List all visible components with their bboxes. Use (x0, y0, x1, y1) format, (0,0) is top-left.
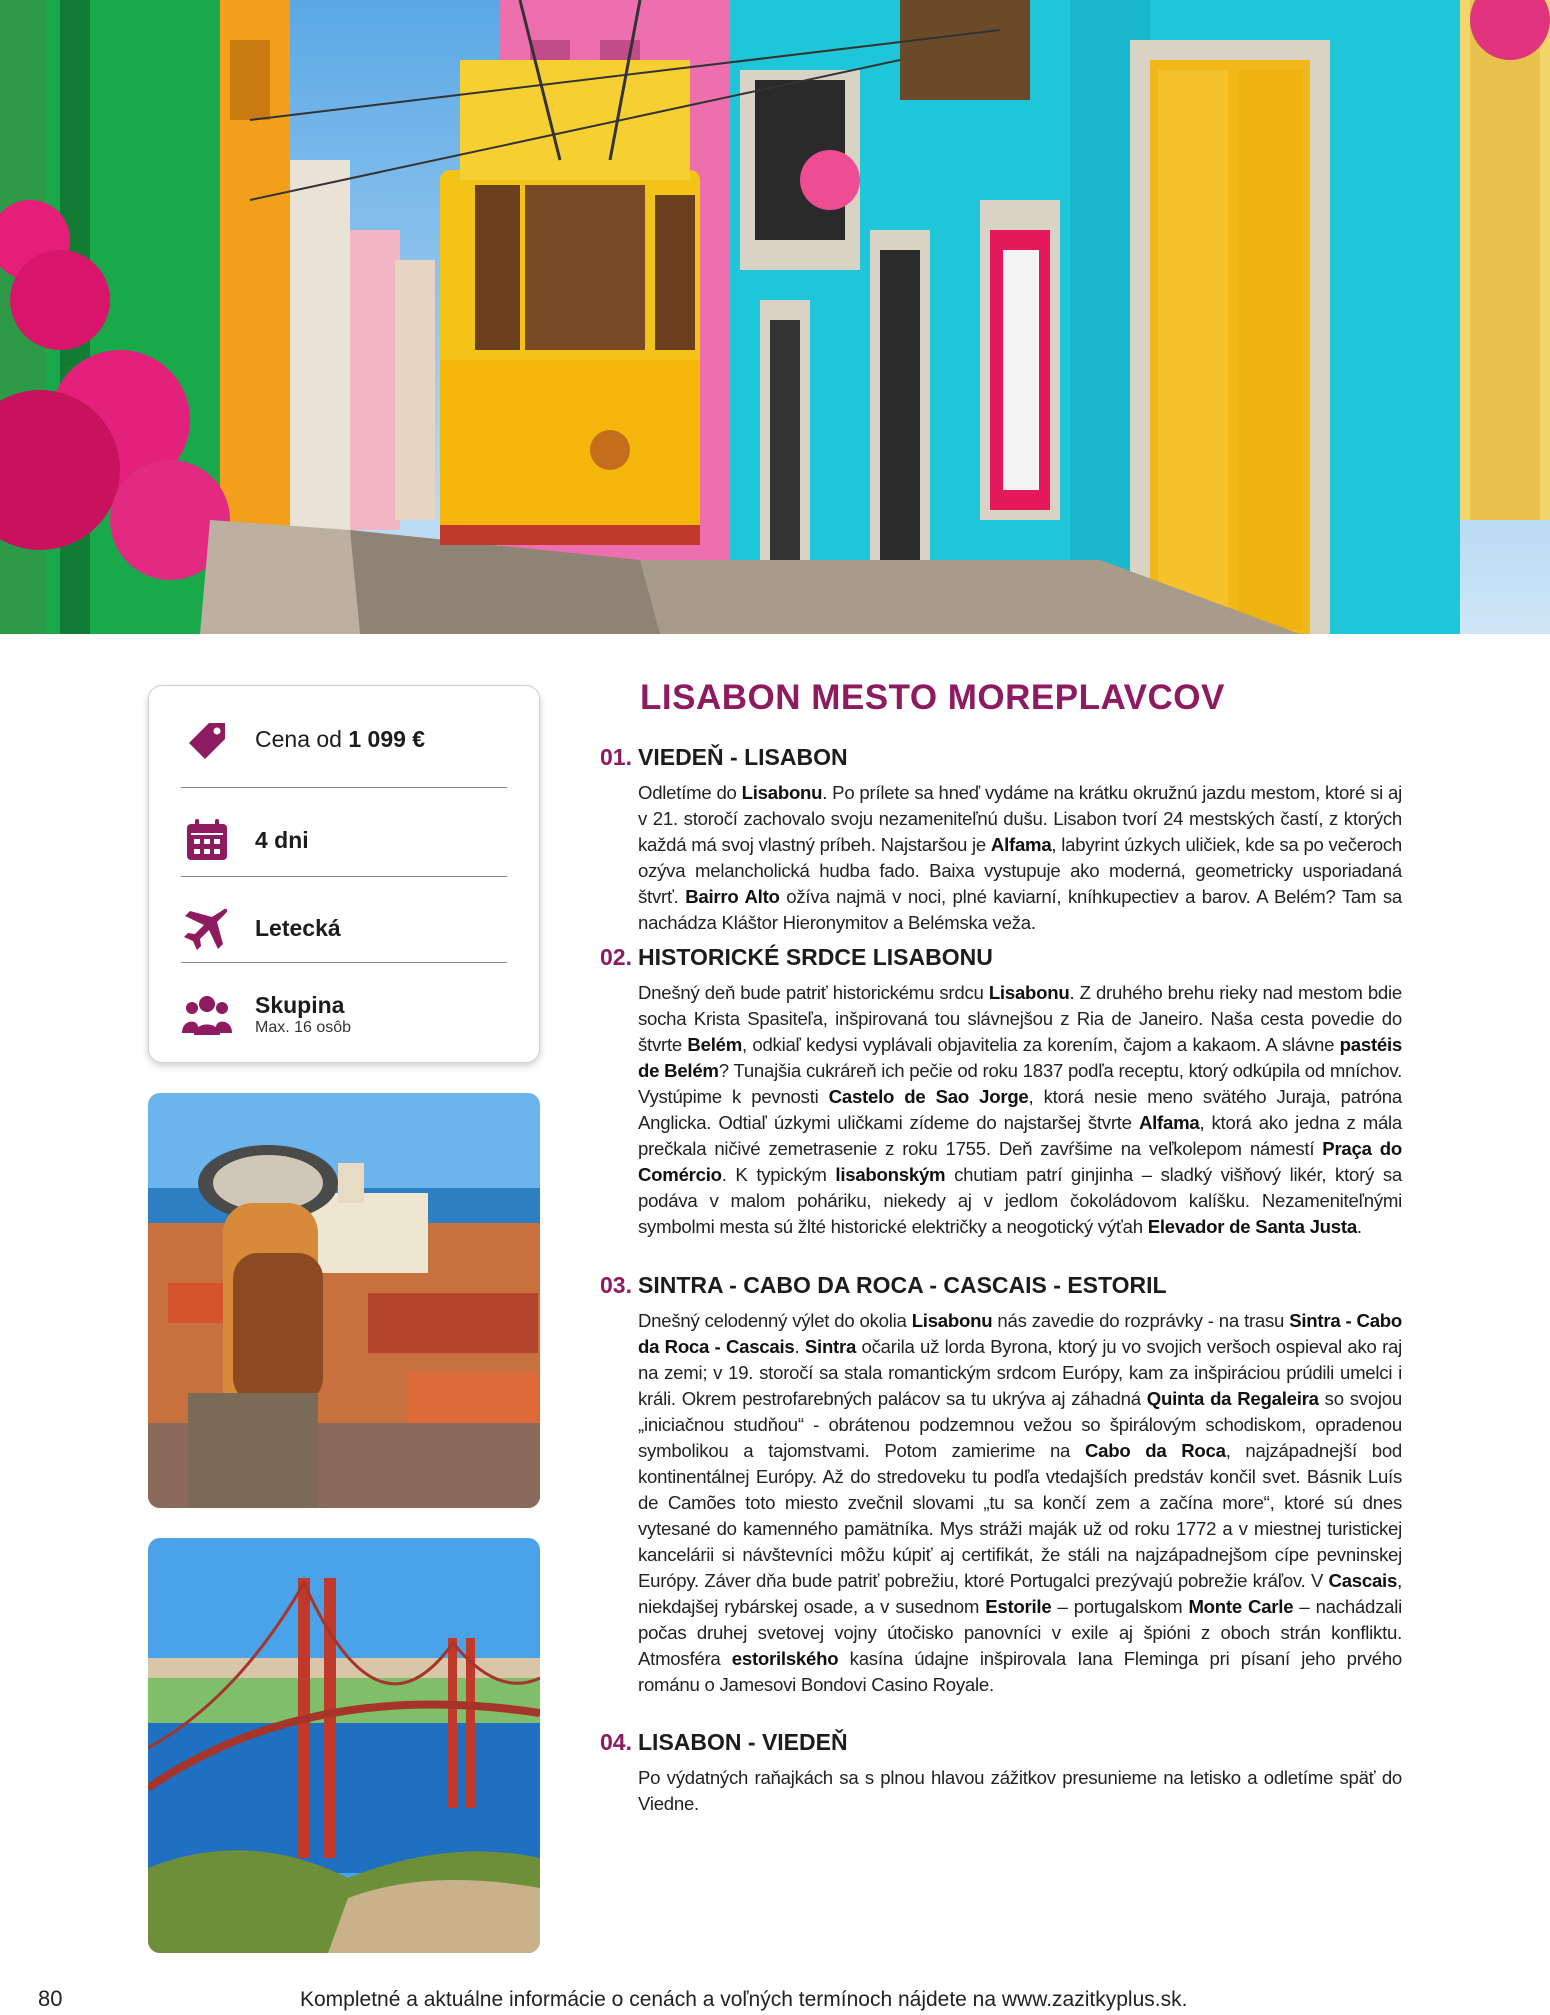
calendar-icon (181, 814, 233, 866)
itinerary-day-3 (600, 1272, 1406, 1698)
day-description (638, 780, 1402, 936)
highlighted-term: Alfama (990, 834, 1052, 855)
highlighted-term: Alfama (1138, 1112, 1200, 1133)
highlighted-term: Monte Carle (1188, 1596, 1294, 1617)
photo-traveler-lisbon-viewpoint (148, 1093, 540, 1508)
text-run: Dnešný deň bude patriť historickému srdcu (638, 982, 989, 1003)
text-run: – portugalskom (1051, 1596, 1189, 1617)
highlighted-term: Castelo de Sao Jorge (828, 1086, 1029, 1107)
highlighted-term: pastéis de Belém (638, 1034, 1403, 1081)
day-description (638, 980, 1402, 1240)
price-text (255, 726, 425, 752)
day-number: 03. (600, 1272, 632, 1298)
day-number: 02. (600, 944, 632, 970)
duration-label: 4 dni (255, 827, 309, 853)
text-run: , ktorá ako jedna z mála prečkala ničivé zemetrasenie z roku 1755. Deň zavŕšime na veľkolepom námestí (638, 1112, 1403, 1159)
text-run: Dnešný celodenný výlet do okolia (638, 1310, 912, 1331)
text-run: , labyrint úzkych uličiek, kde sa po večeroch ozýva melancholická hudba fado. Baixa vystupuje ako moderná, geometricky usporiadaná štvrť. (638, 834, 1403, 907)
price-row (181, 695, 507, 783)
price-tag-icon (181, 713, 233, 765)
text-run: ožíva najmä v noci, plné kaviarní, kníhkupectiev a barov. A Belém? Tam sa nachádza Kláštor Hieronymitov a Belémska veža. (638, 886, 1402, 933)
highlighted-term: Praça do Comércio (638, 1138, 1402, 1185)
highlighted-term: estorilského (731, 1648, 839, 1669)
photo-25-de-abril-bridge (148, 1538, 540, 1953)
highlighted-term: Lisabonu (988, 982, 1070, 1003)
footer-note: Kompletné a aktuálne informácie o cenách a voľných termínoch nájdete na www.zazitkyplus.sk. (300, 1988, 1188, 2011)
divider (181, 962, 507, 963)
transport-label: Letecká (255, 915, 341, 941)
day-number: 04. (600, 1729, 632, 1755)
text-run: ? Tunajšia cukráreň ich pečie od roku 1837 podľa receptu, ktorý odkúpila od mníchov. Vystúpime k pevnosti (638, 1060, 1402, 1107)
duration-row (181, 796, 507, 884)
group-label: Skupina (255, 992, 345, 1018)
transport-row (181, 884, 507, 972)
highlighted-term: Bairro Alto (685, 886, 780, 907)
page-number: 80 (38, 1986, 63, 2011)
text-run: . K typickým (721, 1164, 836, 1185)
highlighted-term: lisabonským (835, 1164, 946, 1185)
highlighted-term: Elevador de Santa Justa (1147, 1216, 1357, 1237)
divider (181, 787, 507, 788)
day-title: VIEDEŇ - LISABON (638, 744, 848, 770)
day-title: LISABON - VIEDEŇ (638, 1729, 848, 1755)
text-run: . Po prílete sa hneď vydáme na krátku okružnú jazdu mestom, ktoré si aj v 21. storočí zachovalo svoju nezameniteľnú dušu. Lisabon tvorí 24 mestských častí, z ktorých každá má svoj vlastný príbeh. Najstaršou je (638, 782, 1402, 855)
text-run: Odletíme do (638, 782, 742, 803)
text-run: , ktorá nesie meno svätého Juraja, patróna Anglicka. Odtiaľ úzkymi uličkami zídeme do najstaršej štvrte (638, 1086, 1402, 1133)
highlighted-term: Sintra (804, 1336, 857, 1357)
text-run: Po výdatných raňajkách sa s plnou hlavou zážitkov presunieme na letisko a odletíme späť do Viedne. (638, 1767, 1402, 1814)
text-run: kasína údajne inšpirovala Iana Fleminga pri písaní jeho prvého románu o Jamesovi Bondovi Casino Royale. (638, 1648, 1403, 1695)
day-heading (600, 744, 1406, 774)
text-run: nás zavedie do rozprávky - na trasu (992, 1310, 1290, 1331)
text-run: . (1356, 1216, 1362, 1237)
group-people-icon (181, 989, 233, 1041)
text-run: so svojou „iniciačnou studňou“ - obrátenou podzemnou vežou so špirálovým schodiskom, opradenou symbolikou a tajomstvami. Potom zamierime na (638, 1388, 1402, 1461)
price-value: 1 099 € (348, 726, 426, 752)
text-run: , niekdajšej rybárskej osade, a v susednom (638, 1570, 1402, 1617)
itinerary-day-1 (600, 744, 1406, 936)
itinerary-day-4 (600, 1729, 1406, 1817)
trip-info-card (148, 685, 540, 1063)
highlighted-term: Belém (687, 1034, 742, 1055)
highlighted-term: Sintra - Cabo da Roca - Cascais (638, 1310, 1403, 1357)
itinerary-day-2 (600, 944, 1406, 1240)
highlighted-term: Quinta da Regaleira (1146, 1388, 1319, 1409)
highlighted-term: Estorile (985, 1596, 1052, 1617)
group-row (181, 971, 507, 1059)
highlighted-term: Cascais (1328, 1570, 1398, 1591)
group-size-note: Max. 16 osôb (255, 1019, 352, 1036)
airplane-icon (181, 902, 233, 954)
hero-image-lisbon-tram (0, 0, 1550, 634)
divider (181, 876, 507, 877)
day-title: HISTORICKÉ SRDCE LISABONU (638, 944, 993, 970)
highlighted-term: Lisabonu (911, 1310, 993, 1331)
text-run: chutiam patrí ginjinha – sladký višňový likér, ktorý sa podáva v malom poháriku, niekedy aj v jedlom čokoládovom kalíšku. Nezameniteľnými symbolmi mesta sú žlté historické električky a neogotický výťah (638, 1164, 1402, 1237)
day-title: SINTRA - CABO DA ROCA - CASCAIS - ESTORIL (638, 1272, 1167, 1298)
day-description (638, 1308, 1402, 1698)
text-run: , odkiaľ kedysi vyplávali objavitelia za korením, čajom a kakaom. A slávne (741, 1034, 1340, 1055)
highlighted-term: Cabo da Roca (1084, 1440, 1226, 1461)
day-heading (600, 944, 1406, 974)
text-run: – nachádzali počas druhej svetovej vojny útočisko panovníci v exile aj špióni z oboch strán konfliktu. Atmosféra (638, 1596, 1402, 1669)
day-heading (600, 1729, 1406, 1759)
text-run: očarila už lorda Byrona, ktorý ju vo svojich veršoch ospieval ako raj na zemi; v 19. storočí sa stala romantickým srdcom Európy, kam za inšpiráciou prúdili umelci i králi. Okrem pestrofarebných palácov sa tu ukrýva aj záhadná (638, 1336, 1402, 1409)
text-run: , najzápadnejší bod kontinentálnej Európy. Až do stredoveku tu podľa vtedajších predstáv končil svet. Básnik Luís de Camões toto miesto zvečnil slovami „tu sa končí zem a začína more“, ktoré sú dnes vytesané do kamenného pamätníka. Mys stráži maják už od roku 1772 a v miestnej turistickej kancelárii si návštevníci môžu kúpiť aj certifikát, že stáli na najzápadnejšom cípe pevninskej Európy. Záver dňa bude patriť pobrežiu, ktoré Portugalci prezývajú pobrežie kráľov. V (638, 1440, 1402, 1591)
day-number: 01. (600, 744, 632, 770)
price-prefix: Cena od (255, 726, 349, 752)
highlighted-term: Lisabonu (741, 782, 823, 803)
day-heading (600, 1272, 1406, 1302)
text-run: . (794, 1336, 805, 1357)
article-title: LISABON MESTO MOREPLAVCOV (640, 678, 1225, 717)
text-run: . Z druhého brehu rieky nad mestom bdie socha Krista Spasiteľa, inšpirovaná tou slávnejšou z Ria de Janeiro. Naša cesta povedie do štvrte (638, 982, 1402, 1055)
day-description (638, 1765, 1402, 1817)
